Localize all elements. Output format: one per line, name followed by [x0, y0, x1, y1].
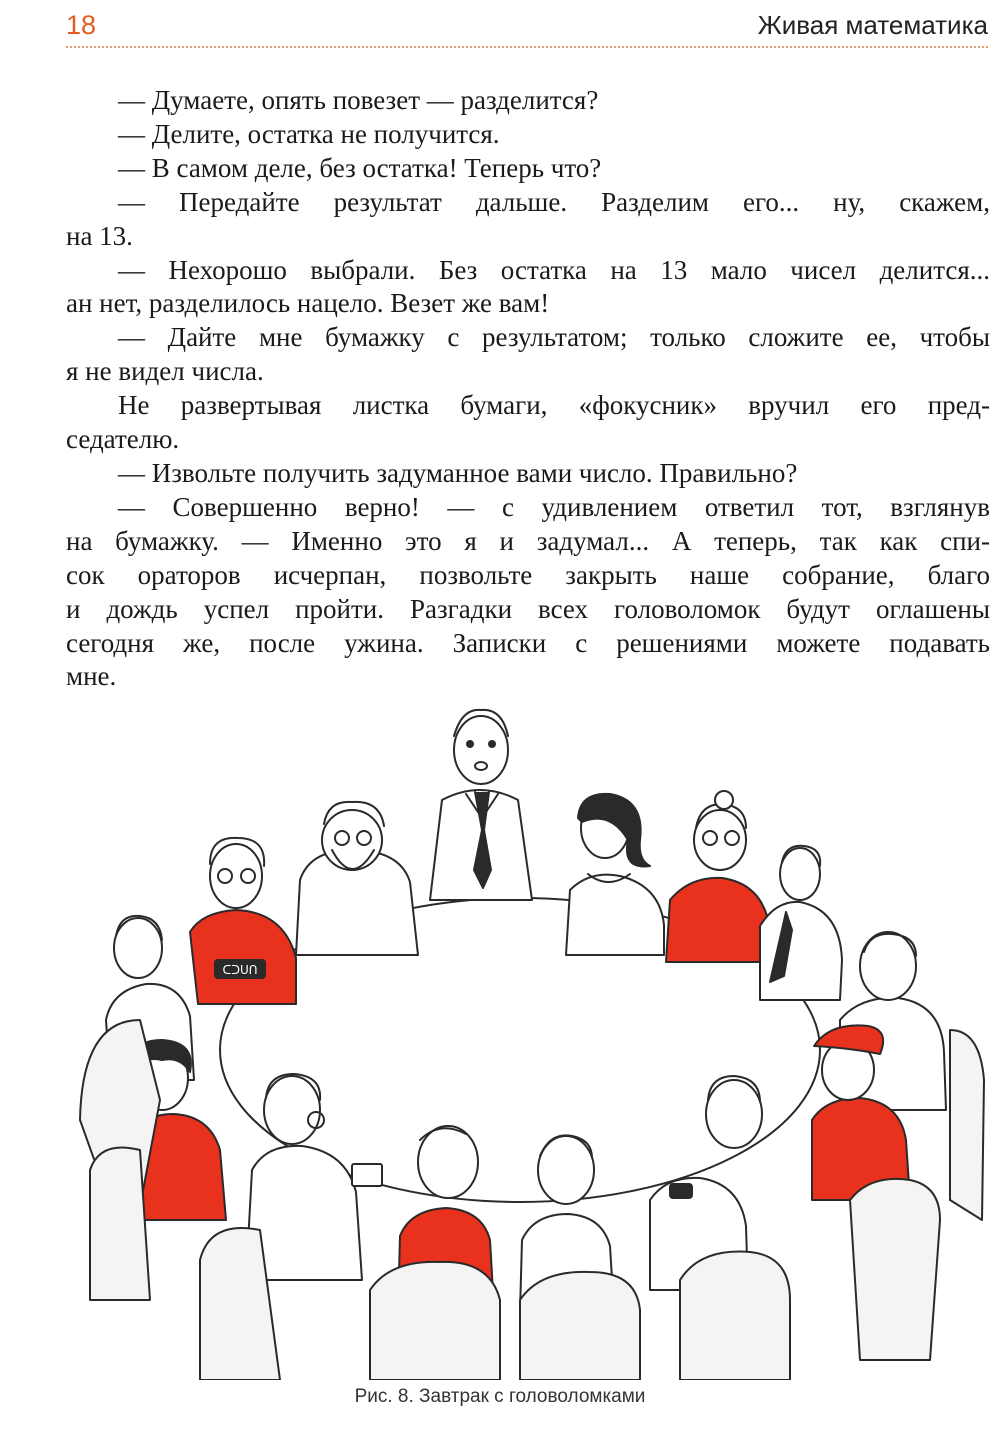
text-line: — Думаете, опять повезет — разделится? [118, 85, 599, 115]
round-table-scene [70, 700, 990, 1380]
text-line: — Дайте мне бумажку с результатом; только сложите ее, чтобы [118, 322, 990, 353]
text-line: сок ораторов исчерпан, позвольте закрыть наше собрание, благо [66, 559, 990, 590]
text-line: — Совершенно верно! — с удивлением ответил тот, взглянув [118, 491, 990, 522]
breakfast-illustration [70, 700, 990, 1380]
text-line: — Нехорошо выбрали. Без остатка на 13 мало чисел делится... [118, 254, 990, 285]
page-header [66, 6, 988, 46]
bearded-professor-figure [296, 802, 418, 955]
running-title: Живая математика [757, 10, 988, 40]
text-line: мне. [66, 661, 117, 692]
page-number: 18 [66, 10, 97, 40]
text-line: — Делите, остатка не получится. [118, 118, 500, 149]
text-line: на 13. [66, 220, 133, 251]
header-divider [66, 46, 988, 48]
text-line: и дождь успел пройти. Разгадки всех головоломок будут оглашены [66, 593, 990, 624]
text-line: — Извольте получить задуманное вами число. Правильно? [118, 457, 798, 488]
text-line: сегодня же, после ужина. Записки с решениями можете подавать [66, 627, 990, 658]
text-line: — В самом деле, без остатка! Теперь что? [118, 152, 602, 183]
grandmother-figure [666, 791, 770, 962]
red-sweater [190, 910, 296, 1004]
text-line: ан нет, разделилось нацело. Везет же вам! [66, 288, 550, 319]
text-line: я не видел числа. [66, 356, 264, 387]
shirt-logo: ᑕᑐᑌᑎ [222, 963, 258, 977]
text-line: седателю. [66, 424, 180, 455]
body-text [66, 84, 990, 694]
figure-caption: Рис. 8. Завтрак с головоломками [354, 1386, 646, 1407]
text-line: Не развертывая листка бумаги, «фокусник» вручил его пред- [118, 390, 990, 421]
boy-with-tie-figure [760, 846, 842, 1000]
text-line: — Передайте результат дальше. Разделим его... ну, скажем, [118, 186, 990, 217]
red-dress [666, 878, 770, 962]
young-man-red-sweater-figure [190, 838, 296, 1004]
red-cap [814, 1025, 883, 1054]
woman-in-white-figure [566, 794, 664, 955]
chairman-figure [430, 710, 532, 900]
text-line: на бумажку. — Именно это я и задумал... А теперь, так как спи- [66, 525, 990, 556]
